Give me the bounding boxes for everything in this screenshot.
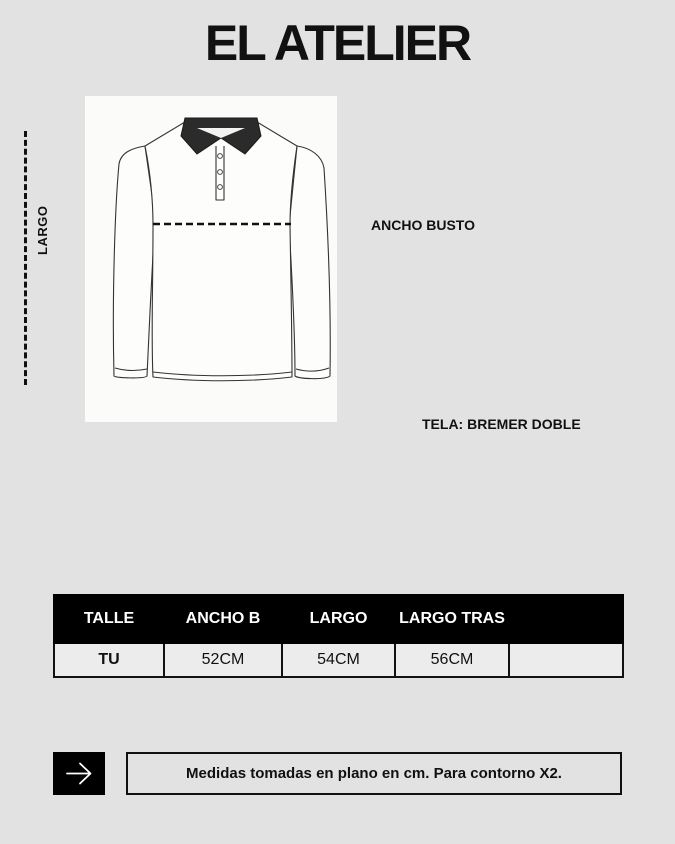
long-sleeve-polo-shirt-icon xyxy=(85,96,337,422)
ancho-busto-label: ANCHO BUSTO xyxy=(371,217,475,233)
column-header-talle: TALLE xyxy=(54,595,164,643)
measurement-note: Medidas tomadas en plano en cm. Para contorno X2. xyxy=(126,752,622,795)
size-table xyxy=(53,594,624,678)
cell-largo: 54CM xyxy=(282,643,395,677)
cell-largo-tras: 56CM xyxy=(395,643,509,677)
column-header-empty xyxy=(509,595,623,643)
column-header-largo-tras: LARGO TRAS xyxy=(395,595,509,643)
page-title: EL ATELIER xyxy=(204,15,471,71)
fabric-label: TELA: BREMER DOBLE xyxy=(422,416,581,432)
table-row xyxy=(54,643,623,677)
largo-dashed-line xyxy=(24,131,27,385)
column-header-largo: LARGO xyxy=(282,595,395,643)
column-header-ancho-b: ANCHO B xyxy=(164,595,282,643)
cell-talle: TU xyxy=(54,643,164,677)
arrow-button[interactable] xyxy=(53,752,105,795)
garment-illustration xyxy=(85,96,337,422)
arrow-right-icon xyxy=(53,752,105,795)
cell-ancho-b: 52CM xyxy=(164,643,282,677)
cell-empty xyxy=(509,643,623,677)
table-header-row xyxy=(54,595,623,643)
largo-label: LARGO xyxy=(35,205,50,255)
